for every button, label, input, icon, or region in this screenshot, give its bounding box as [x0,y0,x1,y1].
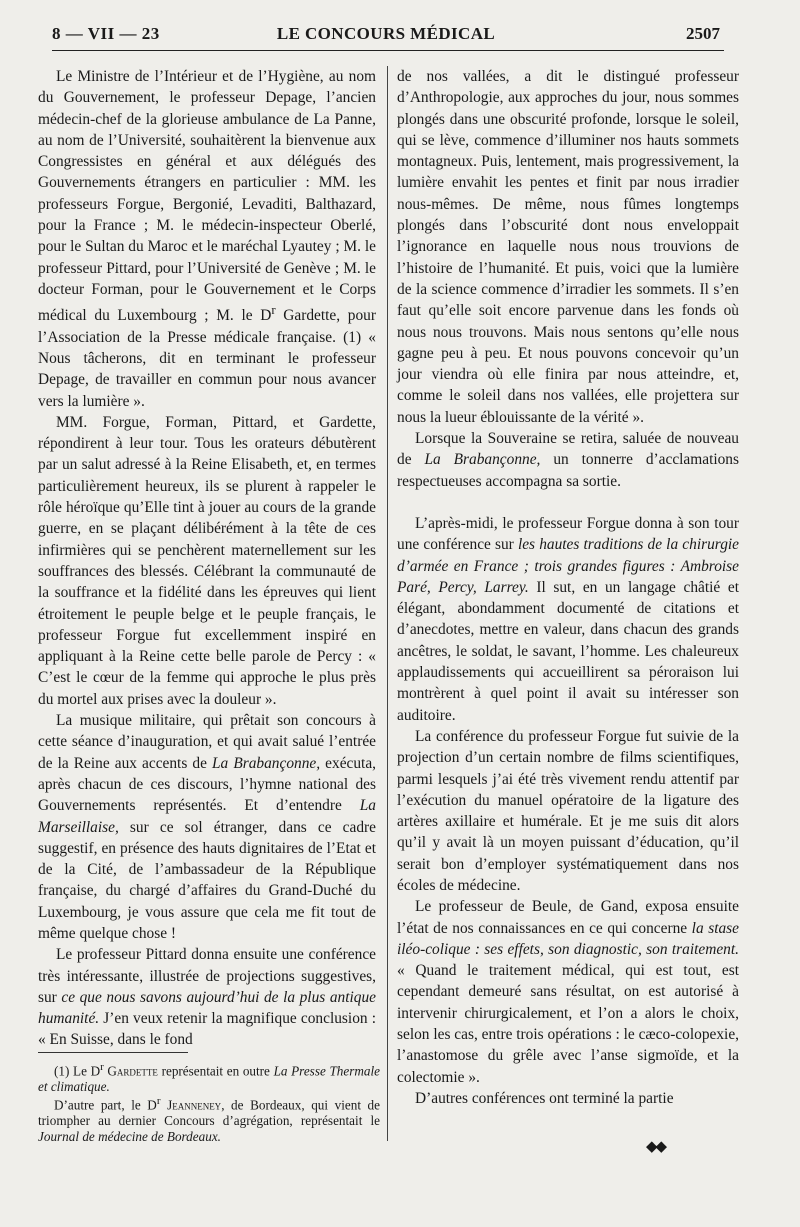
column-divider [387,66,388,1141]
paragraph: D’autres conférences ont terminé la partie [415,1089,674,1107]
left-column [38,66,376,1051]
paragraph: MM. Forgue, Forman, Pittard, et Gardette, répondirent à leur tour. Tous les orateurs débutèrent par un salut adressé à la Reine Elisabeth, et, en termes particulièrement heureux, ils se plurent à rappeler le rôle héroïque qu’Elle tint à jouer au cours de la grande guerre, en se plaçant délibérément à la tête de ces infirmières qui se penchèrent maternellement sur les souffrances des blessés. Célébrant la communauté de la souffrance et la fidélité dans les épreuves qui lient étroitement le peuple belge et le peuple français, le professeur Forgue fut excellemment inspiré en appliquant à la Reine cette belle parole de Percy : « C’est le cœur de la femme qui approche le plus près du mortel aux prises avec la douleur ». [38,413,376,708]
paragraph: Lorsque la Souveraine se retira, saluée de nouveau de La Brabançonne, un tonnerre d’acclamations respectueuses accompagna sa sortie. [397,430,739,490]
footnotes [38,1060,380,1144]
footnote: D’autre part, le $D^r$ Jeanneney, de Bordeaux, qui vient de triompher au dernier Concours d’agrégation, représentait le Journal de médecine de Bordeaux. [38,1095,380,1144]
paragraph: Le Ministre de l’Intérieur et de l’Hygiène, au nom du Gouvernement, le professeur Depage, l’ancien médecin-chef de la glorieuse ambulance de La Panne, au nom de l’Université, souhaitèrent la bienvenue aux Congressistes en général et aux délégués des Gouvernements étrangers en particulier : MM. les professeurs Forgue, Bergonié, Levaditi, Balthazard, pour la France ; M. le médecin-inspecteur Oberlé, pour le Sultan du Maroc et le maréchal Lyautey ; M. le professeur Pittard, pour l’Université de Genève ; M. le docteur Forman, pour le Gouvernement et le Corps médical du Luxembourg ; M. le $D^r$ Gardette, pour l’Association de la Presse médicale française. (1) « Nous tâcherons, dit en terminant le professeur Depage, de travailler en commun pour nous avancer vers la lumière ». [38,68,376,410]
journal-title: LE CONCOURS MÉDICAL [276,24,496,43]
paragraph: La musique militaire, qui prêtait son concours à cette séance d’inauguration, et qui avait salué l’entrée de la Reine aux accents de La Brabançonne, exécuta, après chacun de ces discours, l’hymne national des Gouvernements représentés. Et d’entendre La Marseillaise, sur ce sol étranger, dans ce cadre suggestif, en présence des hauts dignitaires de l’Etat et de la Cité, de l’ambassadeur de la République française, du chargé d’affaires du Grand-Duché du Luxembourg, je vous assure que cela me fit tout de même quelque chose ! [38,712,377,942]
footnote-rule [38,1052,188,1053]
issue-date: 8 — VII — 23 [52,24,160,43]
paragraph: Le professeur de Beule, de Gand, exposa ensuite l’état de nos connaissances en ce qui concerne la stase iléo-colique : ses effets, son diagnostic, son traitement. « Quand le traitement médical, qui est tout, est cependant demeuré sans résultat, on est autorisé à intervenir chirurgicalement, et l’on a alors le choix, selon les cas, entre trois opérations : le cæco-colopexie, l’anastomose du grêle avec l’anse sigmoïde, et la colectomie ». [397,898,739,1086]
paragraph: Le professeur Pittard donna ensuite une conférence très intéressante, illustrée de projections suggestives, sur ce que nous savons aujourd’hui de la plus antique humanité. J’en veux retenir la magnifique conclusion : « En Suisse, dans le fond [38,946,376,1049]
header-rule [52,50,724,51]
footnote: (1) Le $D^r$ Gardette représentait en outre La Presse Thermale et climatique. [38,1061,380,1094]
page-header [52,22,720,48]
continuation-ornament: ◆◆ [646,1137,666,1155]
paragraph: de nos vallées, a dit le distingué professeur d’Anthropologie, aux approches du jour, nous sommes plongés dans une obscurité profonde, lorsque le soleil, qui se lève, commence d’illuminer nos hauts sommets montagneux. Puis, lentement, mais progressivement, la lumière envahit les pentes et finit par nous irradier nous-mêmes. De même, nous fûmes longtemps plongés dans l’obscurité dont nous enveloppait l’ignorance en laquelle nous nous trouvions de l’histoire de l’humanité. Et puis, voici que la lumière de la science commence d’irradier les sommets. Il s’en faut qu’elle soit encore parvenue dans les fonds où nous nous trouvons. Mais nous sentons qu’elle nous gagne peu à peu. Et nous pouvons concevoir qu’un jour viendra où elle finira par nous atteindre, et, comme le soleil dans nos vallées, elle projettera sur nous la lueur éblouissante de la vérité ». [397,68,739,426]
page-number: 2507 [686,24,720,43]
paragraph: La conférence du professeur Forgue fut suivie de la projection d’un certain nombre de films scientifiques, parmi lesquels j’ai été très vivement rendu attentif par l’exécution du manuel opératoire de la ligature des artères axillaire et humérale. Et je me suis dit alors qu’il y avait là un moyen puissant d’éducation, qu’il serait bon d’employer systématiquement dans nos écoles de médecine. [397,727,739,894]
paragraph: L’après-midi, le professeur Forgue donna à son tour une conférence sur les hautes traditions de la chirurgie d’armée en France ; trois grandes figures : Ambroise Paré, Percy, Larrey. Il sut, en un langage châtié et élégant, abondamment documenté de citations et d’anecdotes, mettre en valeur, dans chacun des grands ancêtres, le soldat, le savant, l’homme. Les chaleureux applaudissements qui accueillirent sa péroraison lui montrèrent à quel point il avait su intéresser son auditoire. [397,514,740,724]
right-column [397,66,739,1109]
